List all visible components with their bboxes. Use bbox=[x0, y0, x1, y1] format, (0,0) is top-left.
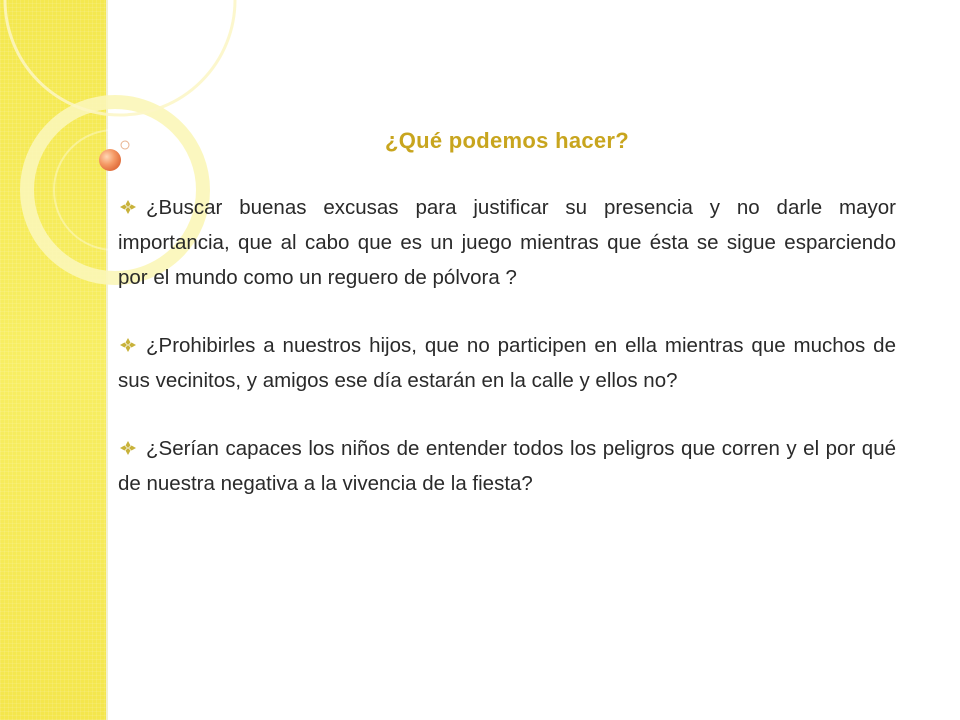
bullet-text-3: ¿Serían capaces los niños de entender todos los peligros que corren y el por qué de nuestra negativa a la vivencia de la fiesta? bbox=[118, 437, 896, 495]
slide-content bbox=[118, 128, 896, 534]
bullet-item-3 bbox=[118, 431, 896, 501]
bullet-text-1: ¿Buscar buenas excusas para justificar su presencia y no darle mayor importancia, que al cabo que es un juego mientras que ésta se sigue esparciendo por el mundo como un reguero de pólvora ? bbox=[118, 196, 896, 289]
sidebar-edge bbox=[106, 0, 108, 720]
slide-title: ¿Qué podemos hacer? bbox=[384, 128, 630, 153]
diamond-bullet-icon bbox=[118, 440, 138, 456]
bullet-item-1 bbox=[118, 190, 896, 295]
diamond-bullet-icon bbox=[118, 199, 138, 215]
decorative-sidebar bbox=[0, 0, 106, 720]
bullet-text-2: ¿Prohibirles a nuestros hijos, que no participen en ella mientras que muchos de sus vecinitos, y amigos ese día estarán en la calle y ellos no? bbox=[118, 334, 896, 392]
diamond-bullet-icon bbox=[118, 337, 138, 353]
bullet-item-2 bbox=[118, 328, 896, 398]
